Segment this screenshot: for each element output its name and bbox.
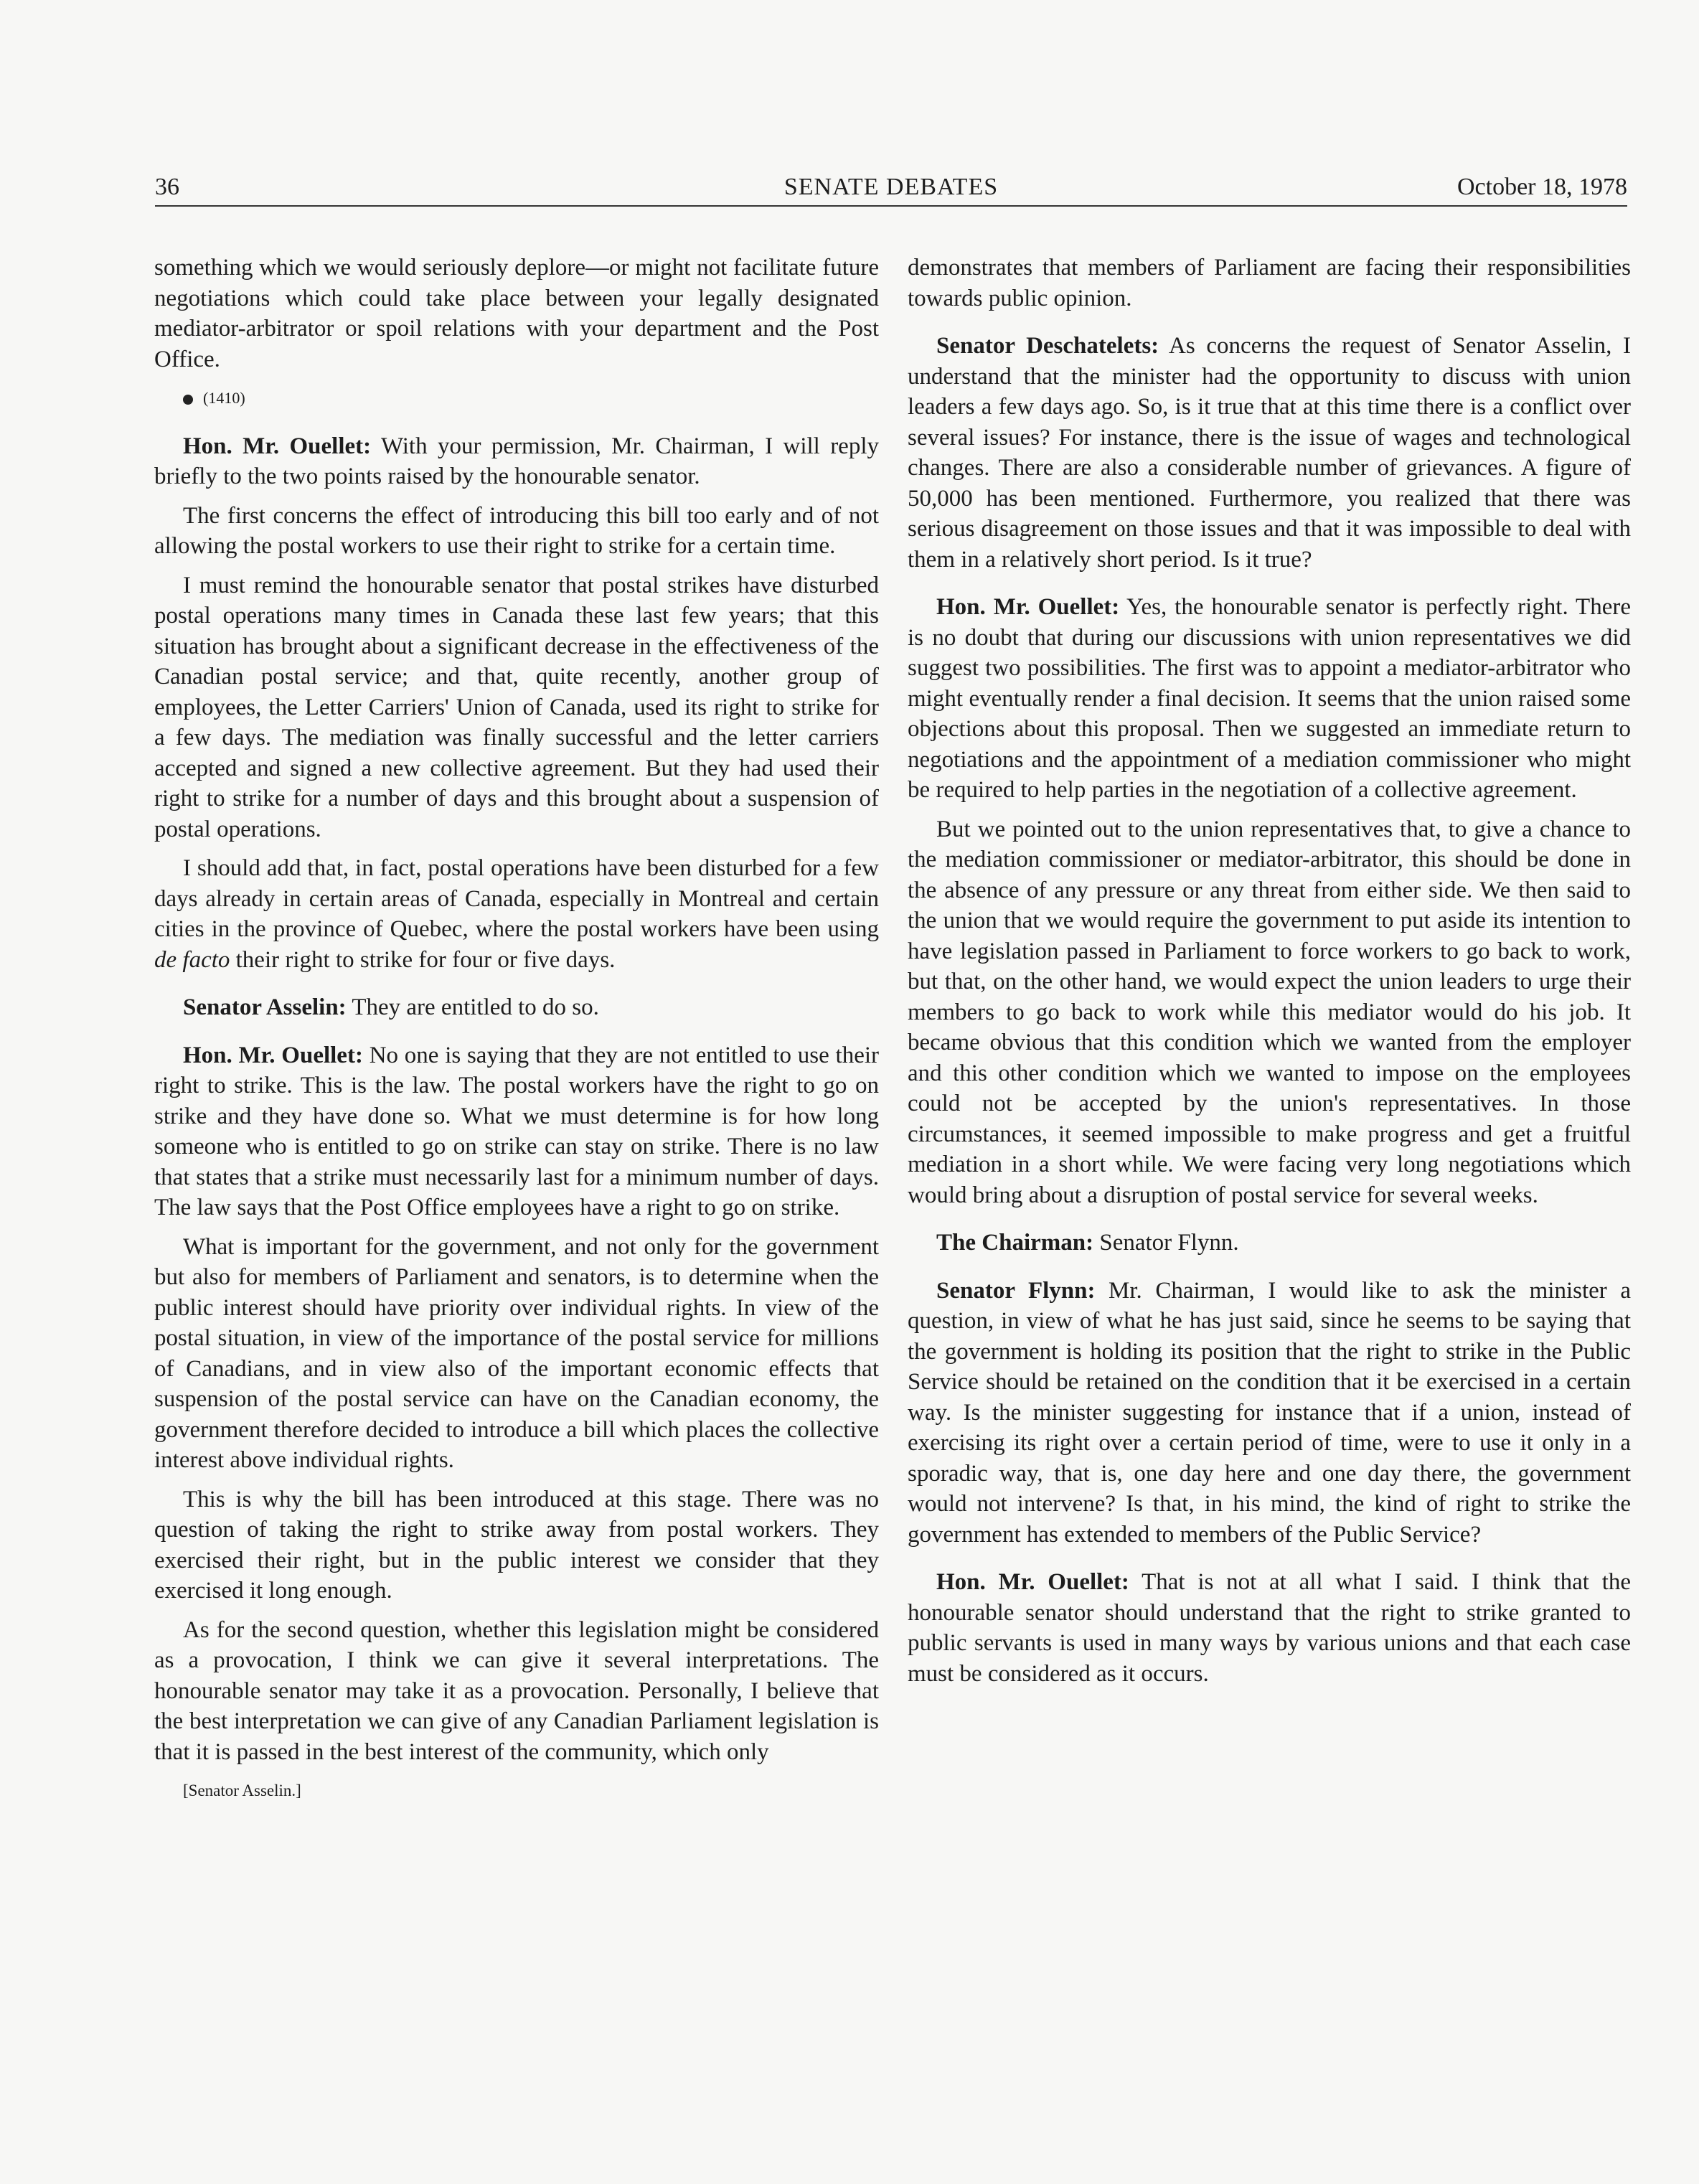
paragraph: I must remind the honourable senator that postal strikes have disturbed postal operations many times in Canada these last few years; that this situation has brought about a significant decrease in the effectiveness of the Canadian postal service; and that, quite recently, another group of employees, the Letter Carriers' Union of Canada, used its right to strike for a few days. The mediation was finally successful and the letter carriers accepted and signed a new collective agreement. But they had used their right to strike for a number of days and this brought about a suspension of postal operations. xyxy=(154,572,879,842)
paragraph: demonstrates that members of Parliament are facing their responsibilities towards public opinion. xyxy=(908,255,1631,311)
speech-text: Mr. Chairman, I would like to ask the minister a question, in view of what he has just said, since he seems to be saying that the government is holding its position that the right to strike in the Public Service should be retained on the condition that it be exercised in a certain way. Is the minister suggesting for instance that if a union, instead of exercising its right over a certain period of time, were to use it only in a sporadic way, that is, one day here and one day there, the government would not intervene? Is that, in his mind, the kind of right to strike the government has extended to members of the Public Service? xyxy=(908,1277,1631,1548)
paragraph-text: I should add that, in fact, postal operations have been disturbed for a few days already in certain areas of Canada, especially in Montreal and certain cities in the province of Quebec, where the postal workers have been using xyxy=(154,855,879,942)
speech-text: No one is saying that they are not entitled to use their right to strike. This is the law. The postal workers have the right to go on strike and they have done so. What we must determine is for how long someone who is entitled to go on strike can stay on strike. There is no law that states that a strike must necessarily last for a minimum number of days. The law says that the Post Office employees have a right to go on strike. xyxy=(154,1042,880,1220)
left-column xyxy=(154,253,879,1815)
bullet-icon xyxy=(183,395,193,405)
speech-text: As concerns the request of Senator Asselin, I understand that the minister had the opportunity to discuss with union leaders a few days ago. So, is it true that at this time there is a conflict over several issues? For instance, there is the issue of wages and technological changes. There are also a considerable number of grievances. A figure of 50,000 has been mentioned. Furthermore, you realized that there was serious disagreement on those issues and that it was impossible to deal with them in a relatively short period. Is it true? xyxy=(908,333,1631,573)
paragraph: The first concerns the effect of introducing this bill too early and of not allowing the postal workers to use their right to strike for a certain time. xyxy=(154,502,879,559)
paragraph: This is why the bill has been introduced at this stage. There was no question of taking the right to strike away from postal workers. They exercised their right, but in the public interest we consider that they exercised it long enough. xyxy=(154,1486,879,1604)
speech xyxy=(908,592,1631,806)
speech-text: With your permission, Mr. Chairman, I will reply briefly to the two points raised by the honourable senator. xyxy=(154,433,879,489)
speaker-name: Hon. Mr. Ouellet: xyxy=(936,1569,1129,1595)
speech xyxy=(908,1228,1631,1258)
publication-date: October 18, 1978 xyxy=(1456,174,1627,200)
paragraph xyxy=(154,853,879,975)
time-marker-label: (1410) xyxy=(203,389,245,407)
speech xyxy=(908,1567,1631,1689)
page-header xyxy=(155,162,1627,207)
speech xyxy=(154,1040,879,1223)
paragraph: something which we would seriously deplore—or might not facilitate future negotiations which could take place between your legally designated mediator-arbitrator or spoil relations with your department and the Post Office. xyxy=(154,255,879,372)
speech-text: Yes, the honourable senator is perfectly right. There is no doubt that during our discussions with union representatives we did suggest two possibilities. The first was to appoint a mediator-arbitrator who might eventually render a final decision. It seems that the union raised some objections about this proposal. Then we suggested an immediate return to negotiations and the appointment of a mediation commissioner who might be required to help parties in the negotiation of a collective agreement. xyxy=(908,594,1631,803)
speaker-name: The Chairman: xyxy=(936,1230,1094,1256)
speech-text: Senator Flynn. xyxy=(1099,1230,1239,1256)
speech xyxy=(154,992,879,1023)
paragraph: What is important for the government, and not only for the government but also for members of Parliament and senators, is to determine when the public interest should have priority over individual rights. In view of the postal situation, in view of the importance of the postal service for millions of Canadians, and in view also of the important economic effects that suspension of the postal service can have on the Canadian economy, the government therefore decided to introduce a bill which places the collective interest above individual rights. xyxy=(154,1233,879,1473)
speech xyxy=(154,431,879,492)
speech-text: They are entitled to do so. xyxy=(352,994,599,1020)
speech xyxy=(908,331,1631,575)
speech xyxy=(908,1276,1631,1550)
speaker-name: Senator Asselin: xyxy=(183,994,347,1020)
italic-text: de facto xyxy=(154,946,230,973)
footer-note: [Senator Asselin.] xyxy=(183,1781,301,1799)
speaker-name: Senator Flynn: xyxy=(936,1277,1096,1304)
speaker-name: Hon. Mr. Ouellet: xyxy=(183,433,372,459)
speaker-name: Hon. Mr. Ouellet: xyxy=(183,1042,363,1068)
speech-text: That is not at all what I said. I think that the honourable senator should understand that the right to strike granted to public servants is used in many ways by various unions and that each case must be considered as it occurs. xyxy=(908,1569,1632,1687)
paragraph: But we pointed out to the union representatives that, to give a chance to the mediation commissioner or mediator-arbitrator, this should be done in the absence of any pressure or any threat from either side. We then said to the union that we would require the government to put aside its intention to have legislation passed in Parliament to force workers to go back to work, but that, on the other hand, we would expect the union leaders to urge their members to go back to work while this mediator would do his job. It became obvious that this condition which we wanted from the employer and this other condition which we wanted to impose on the employees could not be accepted by the union's representatives. In those circumstances, it seemed impossible to make progress and get a fruitful mediation in a short while. We were facing very long negotiations which would bring about a disruption of postal service for several weeks. xyxy=(908,816,1631,1208)
speaker-name: Hon. Mr. Ouellet: xyxy=(936,594,1120,620)
paragraph-text: their right to strike for four or five days. xyxy=(235,946,616,973)
right-column xyxy=(908,253,1631,1698)
speaker-name: Senator Deschatelets: xyxy=(936,333,1159,359)
paragraph: As for the second question, whether this legislation might be considered as a provocation, I think we can give it several interpretations. The honourable senator may take it as a provocation. Personally, I believe that the best interpretation we can give of any Canadian Parliament legislation is that it is passed in the best interest of the community, which only xyxy=(154,1616,879,1765)
publication-title: SENATE DEBATES xyxy=(783,174,999,200)
time-marker xyxy=(154,383,879,414)
page-number: 36 xyxy=(155,174,179,200)
